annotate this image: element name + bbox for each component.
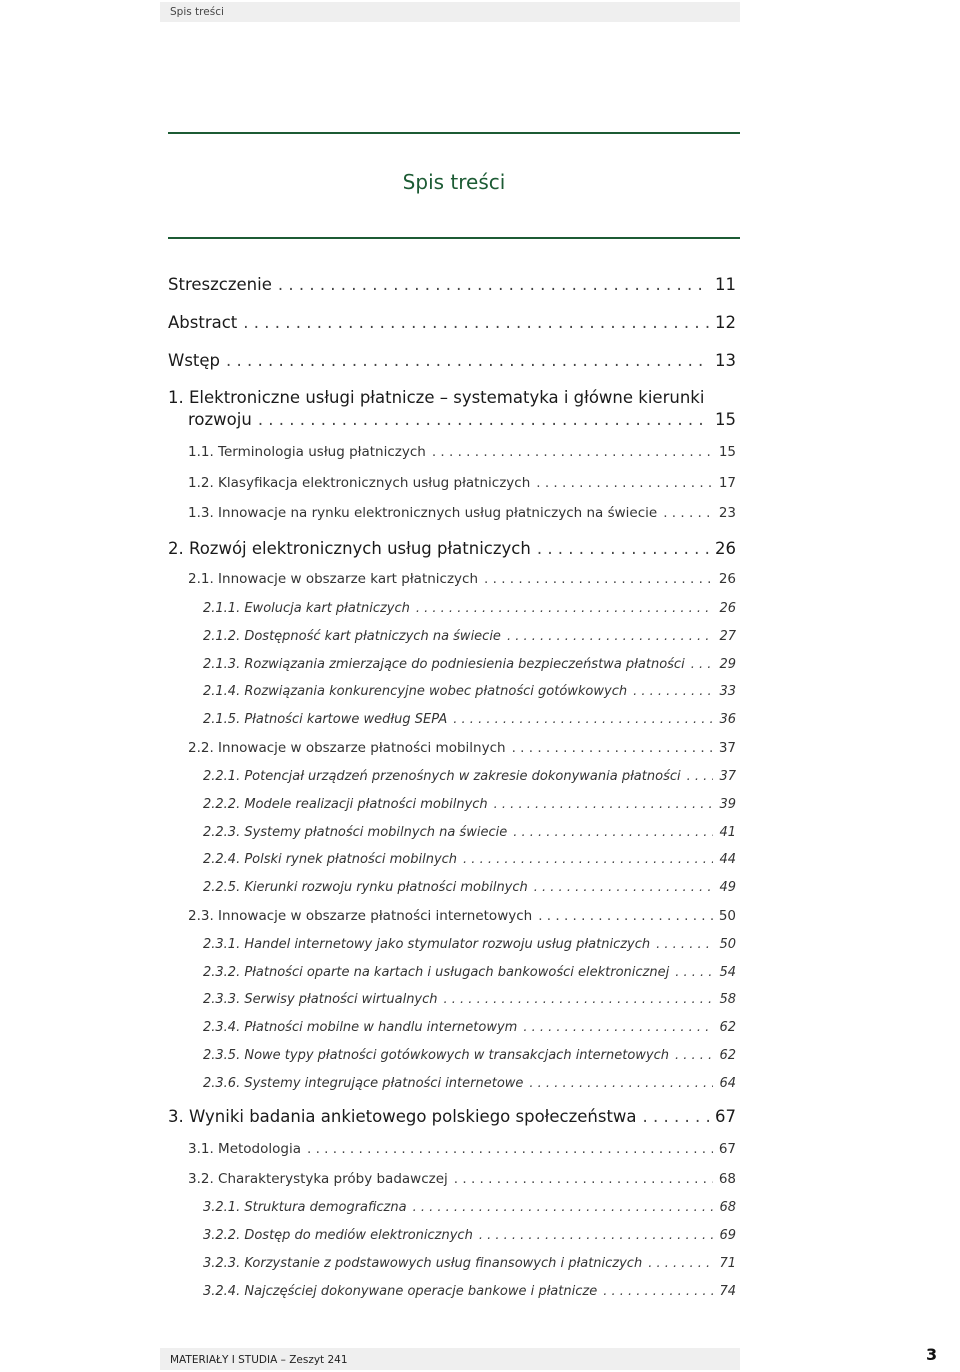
toc-entry-title: 2.1.2. Dostępność kart płatniczych na świecie — [203, 629, 501, 644]
toc-entry-title: rozwoju — [188, 410, 252, 429]
toc-entry-title: 2.1.4. Rozwiązania konkurencyjne wobec płatności gotówkowych — [203, 684, 628, 699]
dot-leader — [494, 797, 714, 812]
toc-entry[interactable] — [203, 657, 736, 672]
toc-entry[interactable] — [203, 797, 736, 812]
title-rule-bottom — [168, 237, 740, 239]
toc-entry-page: 68 — [718, 1171, 736, 1187]
toc-entry-title: 3.1. Metodologia — [188, 1141, 301, 1157]
dot-leader — [538, 908, 713, 924]
toc-entry-title: 3.2.4. Najczęściej dokonywane operacje bankowe i płatnicze — [203, 1284, 598, 1299]
toc-entry-title: 2.2.1. Potencjał urządzeń przenośnych w zakresie dokonywania płatności — [203, 769, 681, 784]
dot-leader — [463, 852, 713, 867]
toc-entry[interactable] — [203, 937, 736, 952]
toc-entry[interactable] — [188, 410, 736, 429]
toc-entry-page: 71 — [719, 1256, 736, 1271]
footer — [160, 1348, 740, 1370]
toc-entry-page: 17 — [718, 475, 736, 491]
dot-leader — [529, 1076, 713, 1091]
dot-leader — [307, 1141, 713, 1157]
title-rule-top — [168, 132, 740, 134]
toc-entry-title: 2.3. Innowacje w obszarze płatności internetowych — [188, 908, 533, 924]
dot-leader — [536, 475, 713, 491]
dot-leader — [663, 505, 713, 521]
toc-entry-page: 15 — [718, 444, 736, 460]
toc-entry-page: 74 — [719, 1284, 736, 1299]
toc-entry-page: 15 — [715, 410, 736, 429]
dot-leader — [643, 1107, 709, 1126]
running-header — [160, 2, 740, 22]
dot-leader — [675, 1048, 713, 1063]
toc-entry-page: 67 — [718, 1141, 736, 1157]
dot-leader — [416, 601, 714, 616]
toc-entry[interactable] — [168, 351, 736, 370]
toc-entry-page: 67 — [715, 1107, 736, 1126]
toc-entry-page: 39 — [719, 797, 736, 812]
toc-entry-page: 64 — [719, 1076, 736, 1091]
toc-entry-title: 2.1.1. Ewolucja kart płatniczych — [203, 601, 410, 616]
dot-leader — [479, 1228, 714, 1243]
dot-leader — [278, 275, 709, 294]
dot-leader — [432, 444, 713, 460]
toc-entry-page: 11 — [715, 275, 736, 294]
toc-entry-title: 2.3.3. Serwisy płatności wirtualnych — [203, 992, 438, 1007]
toc-entry-title: 2.2.5. Kierunki rozwoju rynku płatności mobilnych — [203, 880, 528, 895]
toc-entry-page: 26 — [718, 571, 736, 587]
toc-entry[interactable] — [188, 1141, 736, 1157]
toc-entry[interactable] — [203, 769, 736, 784]
toc-entry[interactable] — [203, 825, 736, 840]
toc-entry-title: Abstract — [168, 313, 238, 332]
dot-leader — [512, 740, 713, 756]
toc-entry-page: 29 — [719, 657, 736, 672]
toc-entry-page: 49 — [719, 880, 736, 895]
dot-leader — [484, 571, 713, 587]
toc-entry-page: 62 — [719, 1048, 736, 1063]
toc-entry-title: Wstęp — [168, 351, 221, 370]
toc-entry[interactable] — [188, 1171, 736, 1187]
dot-leader — [687, 769, 714, 784]
toc-entry-page: 36 — [719, 712, 736, 727]
toc-entry-page: 27 — [719, 629, 736, 644]
toc-entry-page: 26 — [715, 539, 736, 558]
dot-leader — [656, 937, 713, 952]
toc-entry-page: 50 — [718, 908, 736, 924]
toc-entry-title: 2.2. Innowacje w obszarze płatności mobilnych — [188, 740, 506, 756]
toc-entry[interactable] — [203, 629, 736, 644]
page-number: 3 — [926, 1345, 938, 1364]
dot-leader — [648, 1256, 713, 1271]
toc-entry[interactable] — [168, 539, 736, 558]
toc-entry[interactable] — [203, 1048, 736, 1063]
toc-entry-page: 33 — [719, 684, 736, 699]
toc-entry[interactable] — [203, 1200, 736, 1215]
dot-leader — [413, 1200, 714, 1215]
toc-entry-title: 1.1. Terminologia usług płatniczych — [188, 444, 426, 460]
toc-entry[interactable] — [203, 992, 736, 1007]
toc-entry[interactable] — [203, 684, 736, 699]
toc-entry-title: 3.2.2. Dostęp do mediów elektronicznych — [203, 1228, 473, 1243]
toc-entry-title: 2.2.3. Systemy płatności mobilnych na świecie — [203, 825, 508, 840]
dot-leader — [444, 992, 714, 1007]
dot-leader — [633, 684, 713, 699]
toc-entry-page: 54 — [719, 965, 736, 980]
toc-entry-title: 3.2.3. Korzystanie z podstawowych usług finansowych i płatniczych — [203, 1256, 643, 1271]
toc-entry[interactable] — [203, 601, 736, 616]
dot-leader — [523, 1020, 713, 1035]
toc-entry-title-line: 1. Elektroniczne usługi płatnicze – systematyka i główne kierunki — [168, 388, 705, 407]
toc-entry-title: 2. Rozwój elektronicznych usług płatniczych — [168, 539, 531, 558]
toc-entry-title: 1.3. Innowacje na rynku elektronicznych usług płatniczych na świecie — [188, 505, 658, 521]
toc-entry-page: 50 — [719, 937, 736, 952]
toc-entry-title: 2.2.2. Modele realizacji płatności mobilnych — [203, 797, 488, 812]
dot-leader — [513, 825, 713, 840]
toc-entry[interactable] — [203, 852, 736, 867]
toc-entry[interactable] — [188, 571, 736, 587]
toc-entry-page: 37 — [719, 769, 736, 784]
dot-leader — [691, 657, 714, 672]
dot-leader — [258, 410, 709, 429]
dot-leader — [226, 351, 709, 370]
toc-entry[interactable] — [168, 275, 736, 294]
toc-entry-title: 3.2.1. Struktura demograficzna — [203, 1200, 407, 1215]
toc-entry-title: 1.2. Klasyfikacja elektronicznych usług płatniczych — [188, 475, 531, 491]
toc-entry[interactable] — [168, 313, 736, 332]
dot-leader — [453, 712, 713, 727]
toc-entry-title: 2.3.1. Handel internetowy jako stymulator rozwoju usług płatniczych — [203, 937, 651, 952]
toc-entry-page: 23 — [718, 505, 736, 521]
toc-entry-title: 2.3.2. Płatności oparte na kartach i usługach bankowości elektronicznej — [203, 965, 670, 980]
toc-entry[interactable] — [203, 965, 736, 980]
toc-entry[interactable] — [188, 444, 736, 460]
toc-entry[interactable] — [203, 1020, 736, 1035]
toc-entry[interactable] — [203, 1284, 736, 1299]
footer-series: MATERIAŁY I STUDIA – Zeszyt 241 — [170, 1354, 348, 1366]
toc-entry-page: 37 — [718, 740, 736, 756]
page-title: Spis treści — [402, 170, 506, 194]
dot-leader — [507, 629, 714, 644]
toc-entry-title: 2.2.4. Polski rynek płatności mobilnych — [203, 852, 458, 867]
toc-entry[interactable] — [203, 1076, 736, 1091]
toc-entry-title: 2.3.6. Systemy integrujące płatności internetowe — [203, 1076, 524, 1091]
toc-entry-page: 69 — [719, 1228, 736, 1243]
running-header-title: Spis treści — [170, 6, 224, 18]
toc-entry-page: 68 — [719, 1200, 736, 1215]
toc-entry[interactable] — [203, 712, 736, 727]
dot-leader — [675, 965, 713, 980]
dot-leader — [454, 1171, 713, 1187]
toc-entry-page: 44 — [719, 852, 736, 867]
toc-entry-title: Streszczenie — [168, 275, 272, 294]
toc-entry[interactable] — [203, 880, 736, 895]
toc-entry[interactable] — [188, 475, 736, 491]
dot-leader — [603, 1284, 713, 1299]
toc-entry-title: 2.3.5. Nowe typy płatności gotówkowych w transakcjach internetowych — [203, 1048, 669, 1063]
toc-entry[interactable] — [203, 1256, 736, 1271]
toc-entry-page: 62 — [719, 1020, 736, 1035]
toc-entry-page: 58 — [719, 992, 736, 1007]
toc-entry-page: 13 — [715, 351, 736, 370]
toc-entry-title: 3. Wyniki badania ankietowego polskiego społeczeństwa — [168, 1107, 637, 1126]
toc-entry[interactable] — [168, 1107, 736, 1126]
toc-entry[interactable] — [188, 908, 736, 924]
toc-entry-title: 2.1.5. Płatności kartowe według SEPA — [203, 712, 448, 727]
dot-leader — [243, 313, 709, 332]
toc-entry-page: 12 — [715, 313, 736, 332]
toc-entry-title: 2.1. Innowacje w obszarze kart płatniczych — [188, 571, 479, 587]
toc-entry-title: 2.1.3. Rozwiązania zmierzające do podniesienia bezpieczeństwa płatności — [203, 657, 685, 672]
toc-entry[interactable] — [188, 740, 736, 756]
dot-leader — [534, 880, 714, 895]
toc-entry[interactable] — [188, 505, 736, 521]
toc-entry-page: 41 — [719, 825, 736, 840]
toc-entry-title: 2.3.4. Płatności mobilne w handlu internetowym — [203, 1020, 518, 1035]
toc-entry[interactable] — [203, 1228, 736, 1243]
dot-leader — [537, 539, 709, 558]
toc-entry-title: 3.2. Charakterystyka próby badawczej — [188, 1171, 448, 1187]
toc-entry-page: 26 — [719, 601, 736, 616]
